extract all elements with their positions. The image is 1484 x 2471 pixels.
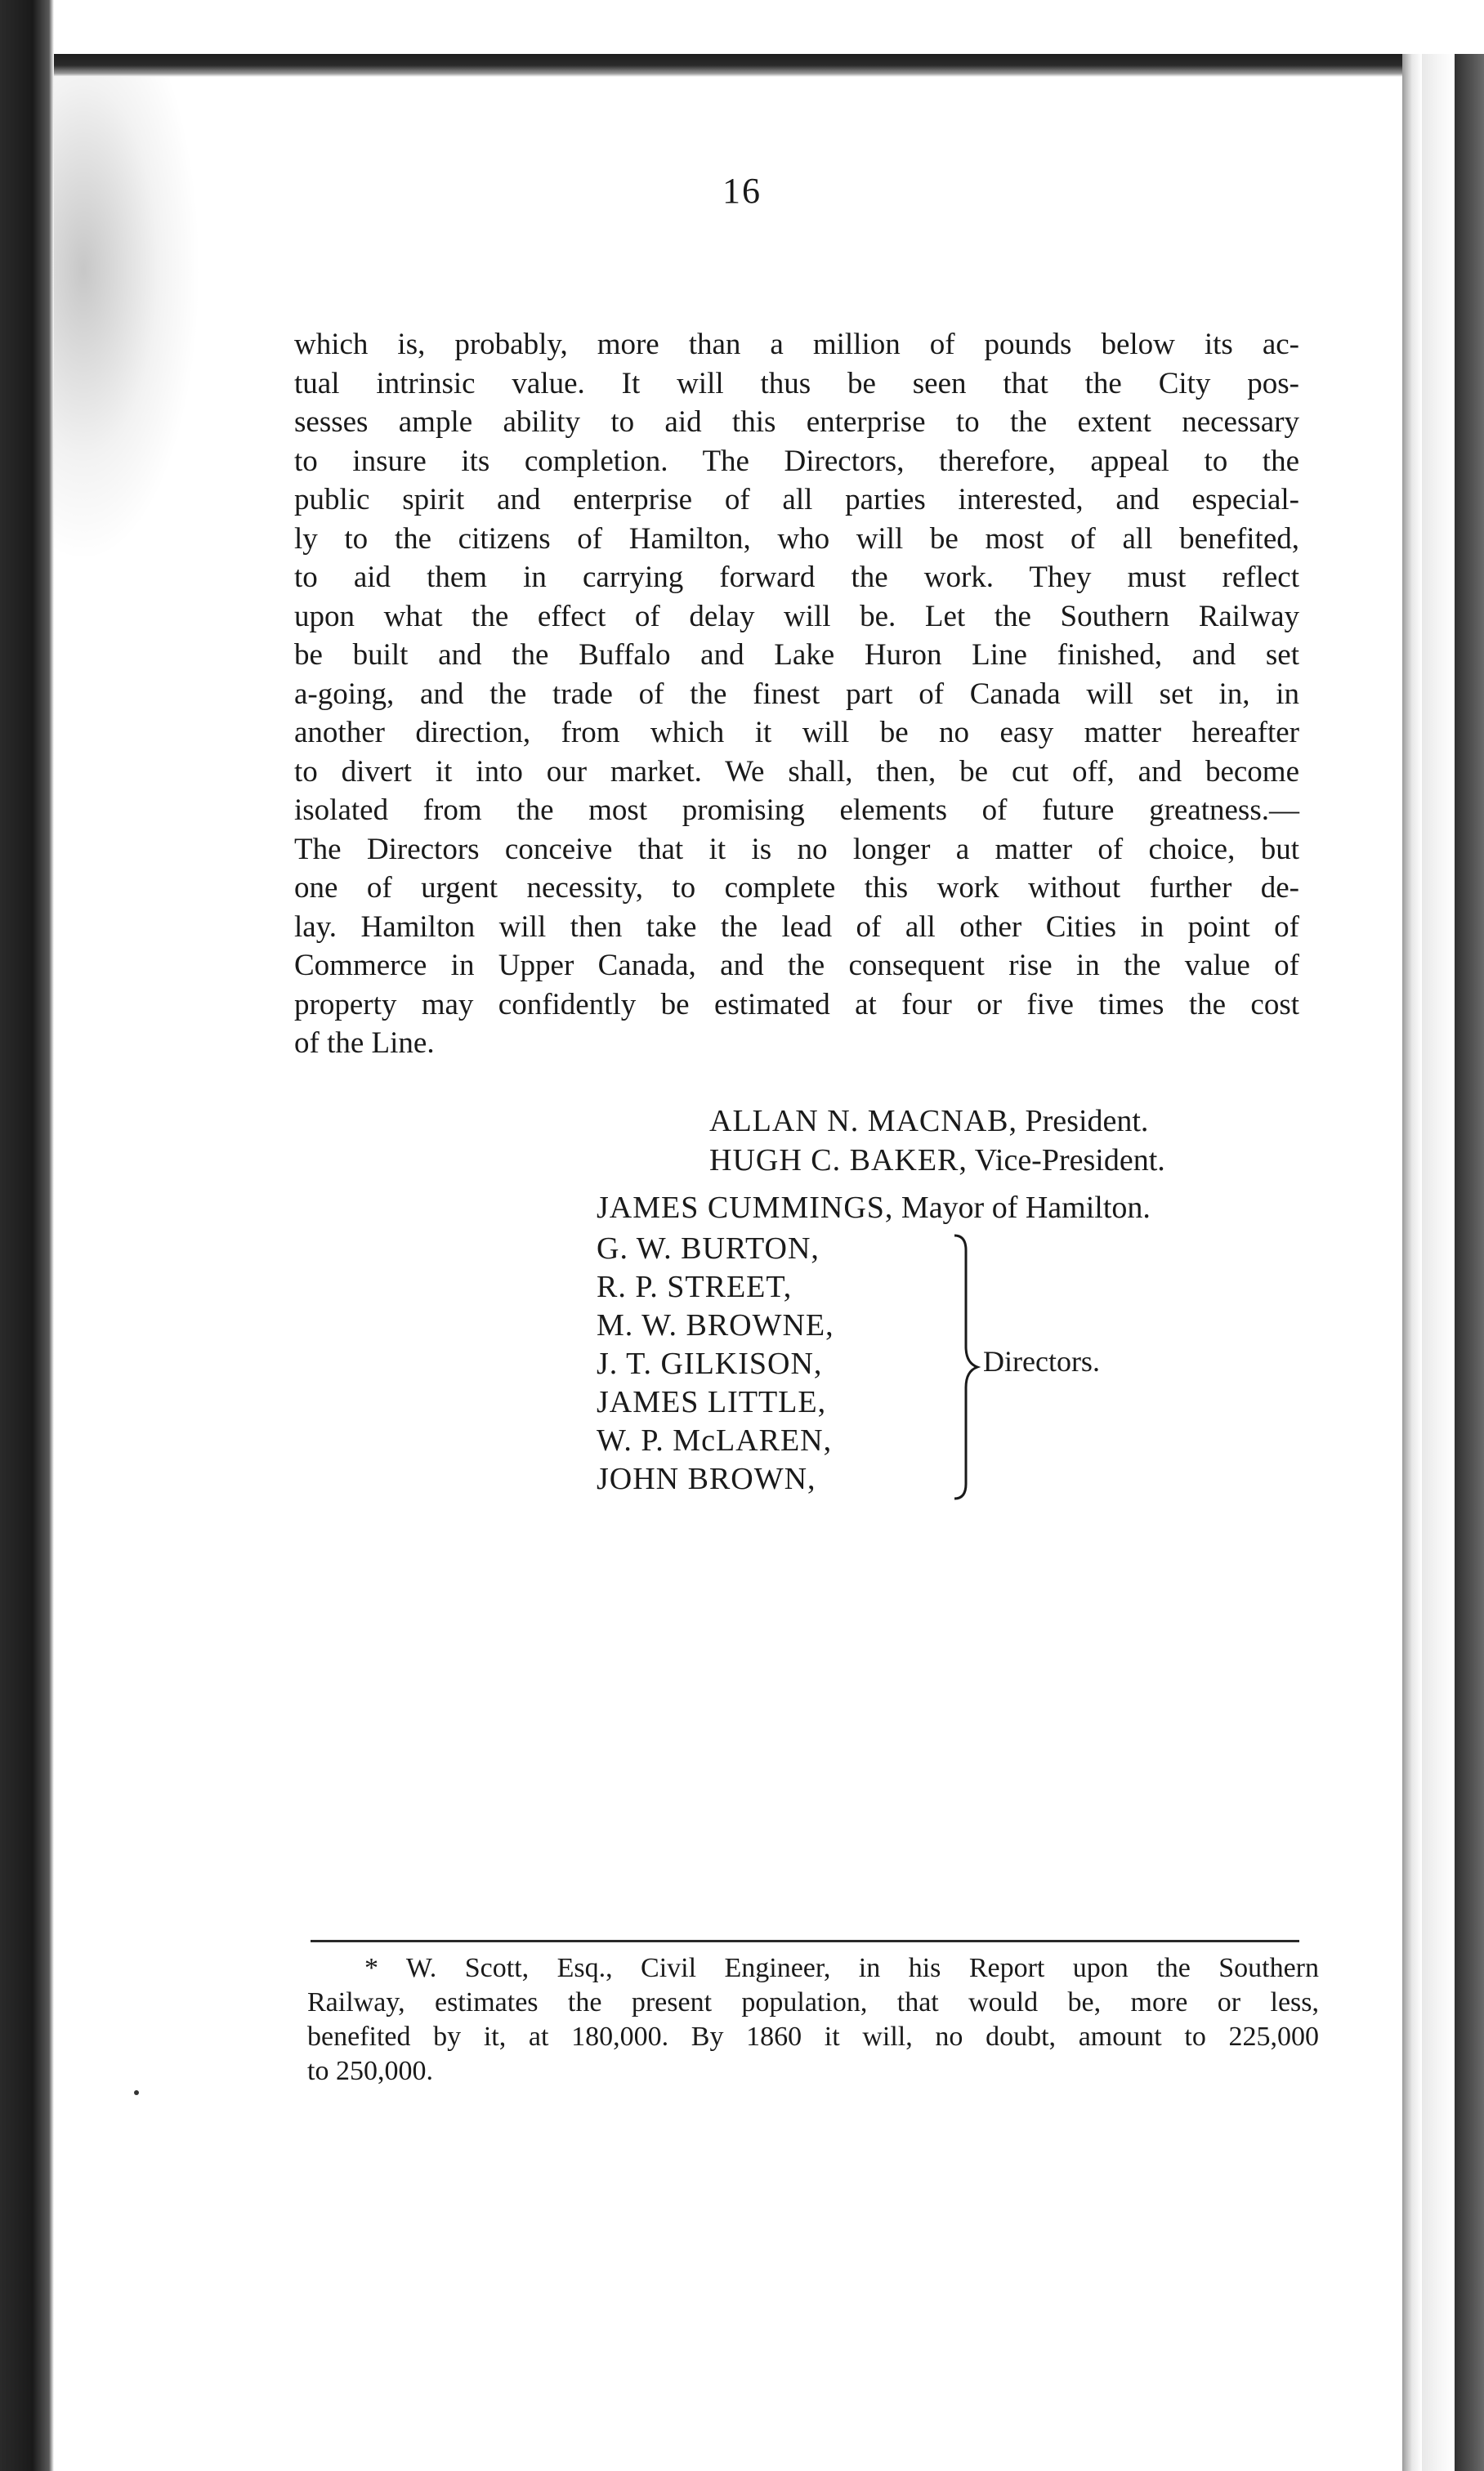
body-line: upon what the effect of delay will be. Let the Southern Railway xyxy=(294,599,1299,633)
footnote-line: * W. Scott, Esq., Civil Engineer, in his Report upon the Southern xyxy=(364,1953,1319,1983)
director-name: W. P. McLAREN, xyxy=(597,1423,833,1458)
body-line: one of urgent necessity, to complete this work without further de- xyxy=(294,871,1299,905)
body-line: ly to the citizens of Hamilton, who will be most of all benefited, xyxy=(294,521,1299,556)
body-line: Commerce in Upper Canada, and the consequent rise in the value of xyxy=(294,949,1299,982)
page-stain xyxy=(54,74,201,564)
signatory-title: Mayor of Hamilton. xyxy=(901,1191,1151,1225)
signature-mayor xyxy=(597,1190,1151,1226)
directors-label: Directors. xyxy=(983,1345,1100,1378)
director-name: R. P. STREET, xyxy=(597,1270,793,1304)
director-name: J. T. GILKISON, xyxy=(597,1347,823,1381)
body-line: another direction, from which it will be no easy matter hereafter xyxy=(294,716,1299,749)
curly-brace-icon xyxy=(948,1232,981,1502)
body-line: public spirit and enterprise of all parties interested, and especial- xyxy=(294,483,1299,516)
body-line: be built and the Buffalo and Lake Huron Line finished, and set xyxy=(294,638,1299,672)
footnote-line: Railway, estimates the present population, that would be, more or less, xyxy=(307,1987,1319,2017)
signatory-name: HUGH C. BAKER, xyxy=(709,1143,968,1177)
body-paragraph xyxy=(294,325,1299,1063)
footnote-divider xyxy=(311,1940,1299,1942)
directors-list xyxy=(597,1230,834,1499)
signature-vice-president xyxy=(709,1142,1165,1178)
footnote-line: to 250,000. xyxy=(307,2056,433,2086)
body-line: property may confidently be estimated at four or five times the cost xyxy=(294,987,1299,1021)
body-line: to insure its completion. The Directors, therefore, appeal to the xyxy=(294,444,1299,478)
scan-border-top xyxy=(54,54,1402,77)
signatory-title: President. xyxy=(1025,1104,1149,1138)
body-line: sesses ample ability to aid this enterprise to the extent necessary xyxy=(294,405,1299,439)
page-number: 16 xyxy=(722,171,762,211)
footnote xyxy=(307,1951,1319,2089)
director-name: M. W. BROWNE, xyxy=(597,1308,834,1343)
signatory-name: JAMES CUMMINGS, xyxy=(597,1191,894,1225)
scan-border-left xyxy=(0,0,54,2471)
body-line: to aid them in carrying forward the work. They must reflect xyxy=(294,561,1299,594)
body-line: which is, probably, more than a million of pounds below its ac- xyxy=(294,328,1299,361)
director-name: JAMES LITTLE, xyxy=(597,1385,827,1419)
signature-president xyxy=(709,1103,1148,1139)
page-edge-right xyxy=(1422,54,1455,2471)
body-line: lay. Hamilton will then take the lead of all other Cities in point of xyxy=(294,909,1299,944)
director-name: G. W. BURTON, xyxy=(597,1231,820,1266)
body-line: to divert it into our market. We shall, then, be cut off, and become xyxy=(294,754,1299,789)
footnote-line: benefited by it, at 180,000. By 1860 it will, no doubt, amount to 225,000 xyxy=(307,2022,1319,2052)
body-line: tual intrinsic value. It will thus be seen that the City pos- xyxy=(294,366,1299,400)
ink-speck xyxy=(134,2090,139,2095)
body-line: of the Line. xyxy=(294,1026,435,1060)
scan-margin-top xyxy=(0,0,1484,54)
signatory-title: Vice-President. xyxy=(974,1143,1165,1177)
director-name: JOHN BROWN, xyxy=(597,1462,816,1496)
signatory-name: ALLAN N. MACNAB, xyxy=(709,1104,1017,1138)
body-line: The Directors conceive that it is no longer a matter of choice, but xyxy=(294,832,1299,866)
body-line: isolated from the most promising elements of future greatness.— xyxy=(294,793,1299,827)
body-line: a-going, and the trade of the finest part of Canada will set in, in xyxy=(294,677,1299,711)
